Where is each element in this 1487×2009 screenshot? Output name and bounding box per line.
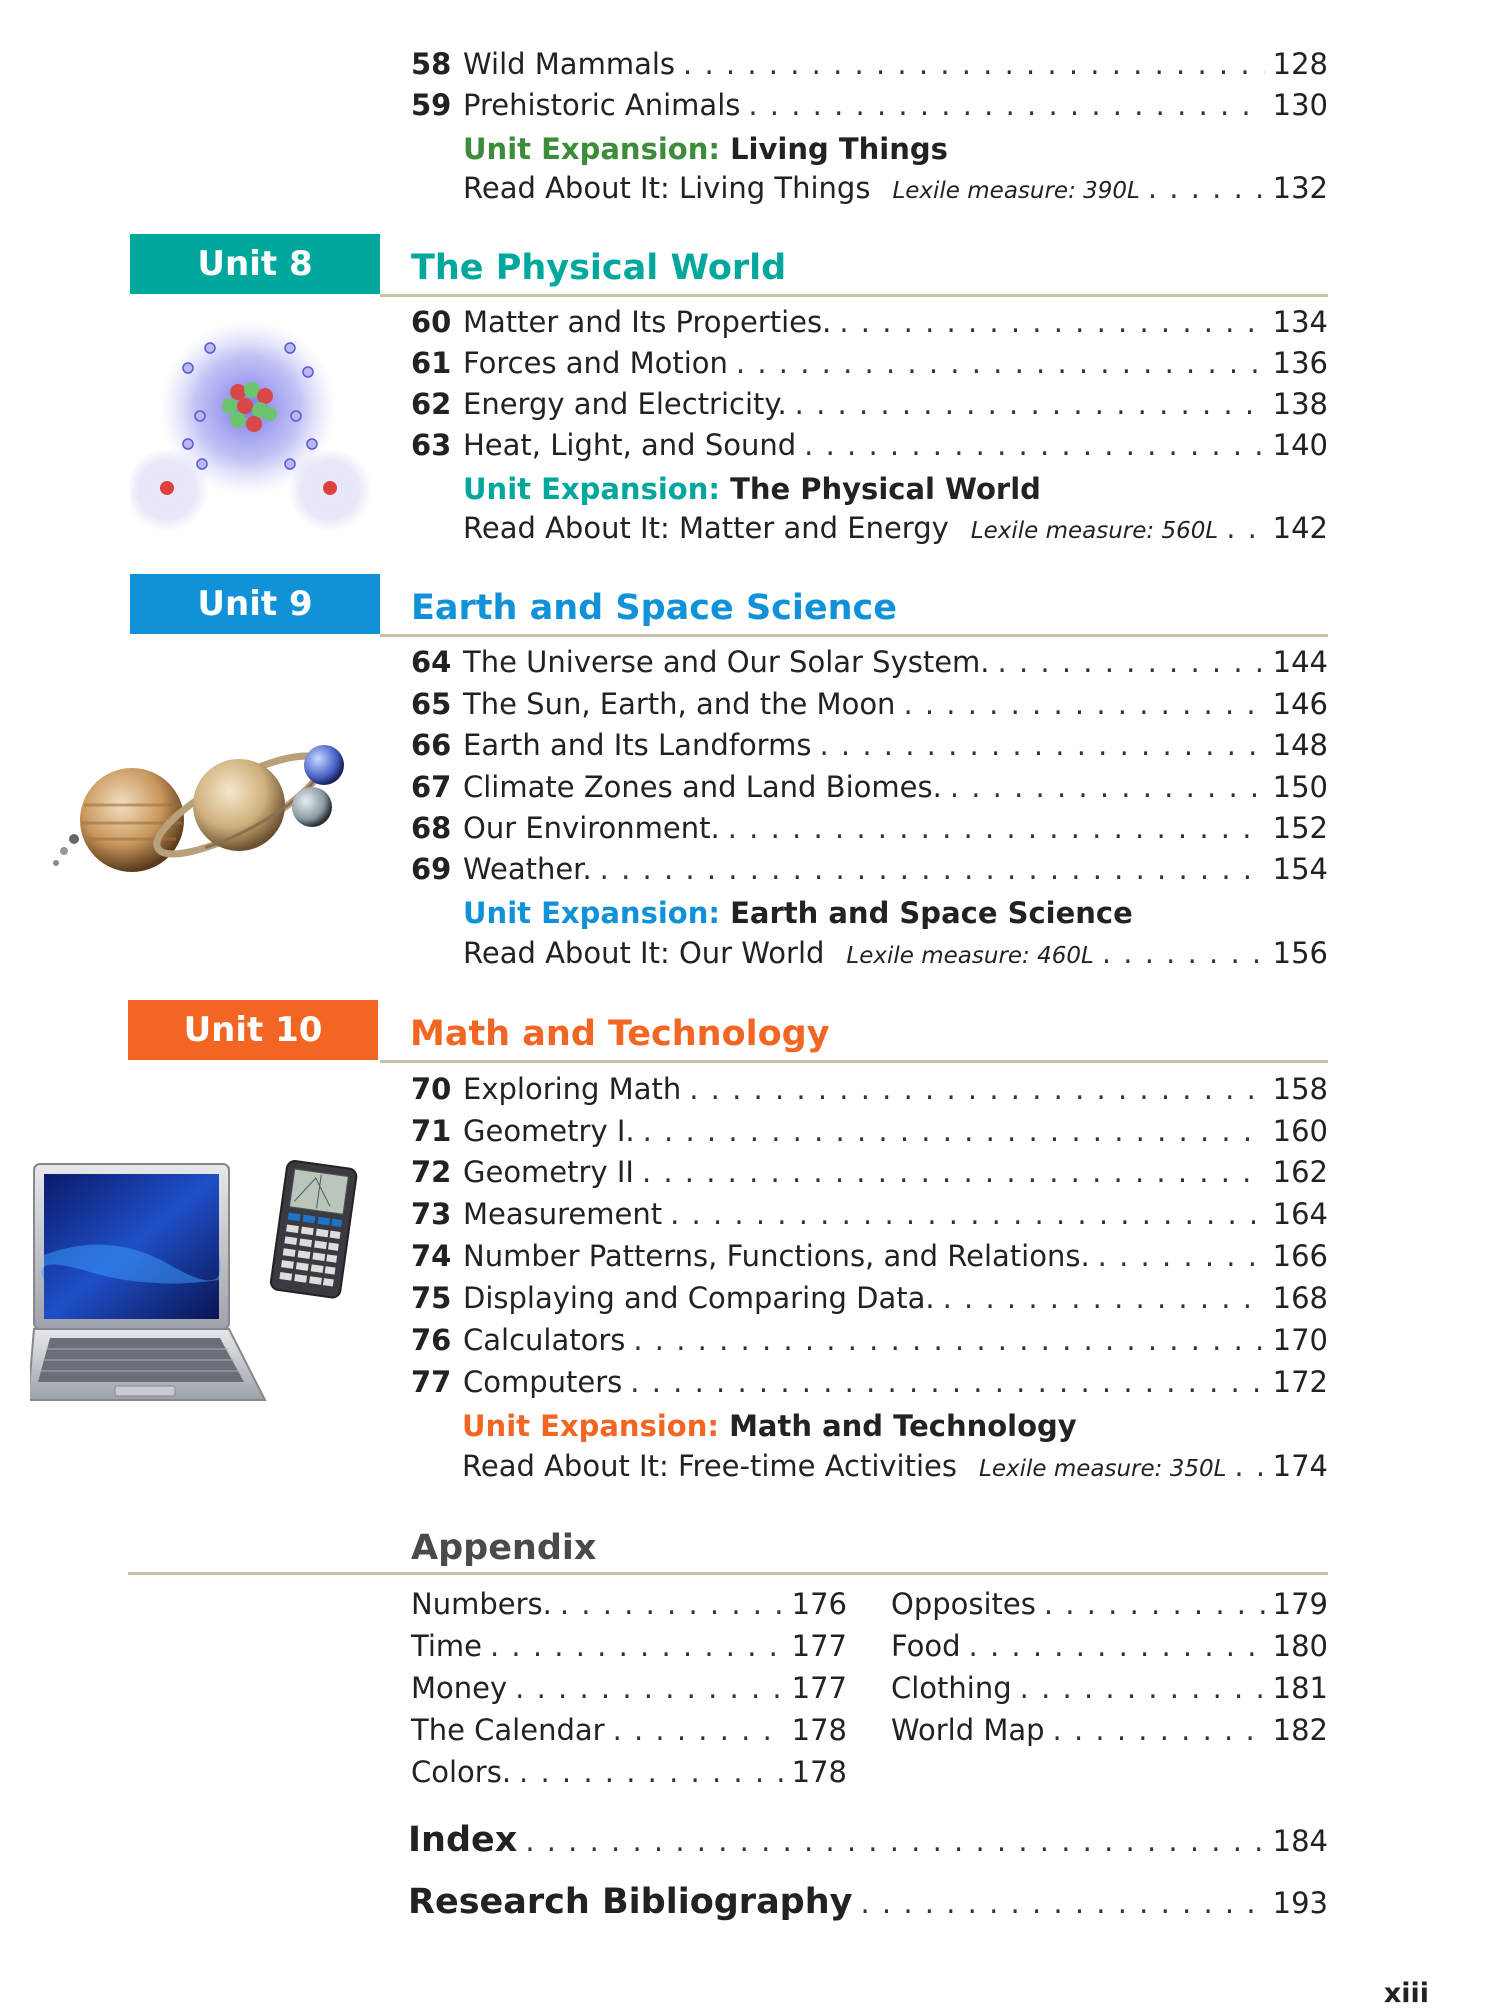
unit-expansion (463, 132, 948, 166)
lesson-number: 60 (411, 305, 452, 339)
lesson-title: Number Patterns, Functions, and Relations. (463, 1239, 1090, 1273)
leader-dots (613, 1716, 784, 1745)
leader-dots (1102, 939, 1265, 968)
appendix-item[interactable] (411, 1755, 847, 1789)
lesson-title: Energy and Electricity. (463, 387, 787, 421)
atom-molecule-icon (130, 320, 390, 535)
page-ref: 138 (1272, 387, 1328, 421)
lesson-title: The Sun, Earth, and the Moon (463, 687, 896, 721)
lesson-number: 73 (411, 1197, 452, 1231)
lesson-title: Matter and Its Properties. (463, 305, 832, 339)
appendix-item[interactable] (891, 1713, 1328, 1747)
unit-expansion-label: Unit Expansion: (463, 896, 720, 930)
page-ref: 176 (791, 1587, 847, 1621)
leader-dots (525, 1824, 1264, 1858)
lexile-measure: Lexile measure: 390L (892, 178, 1140, 204)
leader-dots (670, 1200, 1265, 1229)
lesson-row[interactable] (411, 1323, 1328, 1357)
page-ref: 180 (1272, 1629, 1328, 1663)
leader-dots (490, 1632, 784, 1661)
lesson-number: 59 (411, 88, 452, 122)
lesson-number: 58 (411, 47, 452, 81)
lesson-number: 70 (411, 1072, 452, 1106)
leader-dots (633, 1326, 1264, 1355)
page-ref: 170 (1272, 1323, 1328, 1357)
lesson-number: 64 (411, 645, 452, 679)
lesson-number: 68 (411, 811, 452, 845)
lesson-title: Our Environment. (463, 811, 720, 845)
divider (380, 1060, 1328, 1063)
appendix-item-title: Colors. (411, 1755, 512, 1789)
unit-expansion-label: Unit Expansion: (462, 1409, 719, 1443)
unit-expansion-label: Unit Expansion: (463, 472, 720, 506)
leader-dots (1226, 514, 1264, 543)
lesson-title: Heat, Light, and Sound (463, 428, 797, 462)
leader-dots (600, 855, 1265, 884)
lesson-number: 69 (411, 852, 452, 886)
unit-expansion-name: Math and Technology (729, 1409, 1077, 1443)
lesson-row[interactable] (411, 1072, 1328, 1106)
page-ref: 136 (1272, 346, 1328, 380)
lesson-row[interactable] (411, 770, 1328, 804)
unit-10-tab: Unit 10 (128, 1000, 378, 1060)
lesson-row[interactable] (411, 1114, 1328, 1148)
lesson-number: 75 (411, 1281, 452, 1315)
lesson-title: Exploring Math (463, 1072, 682, 1106)
unit-expansion-name: The Physical World (730, 472, 1041, 506)
lesson-title: Measurement (463, 1197, 663, 1231)
page-ref: 166 (1272, 1239, 1328, 1273)
page-ref: 156 (1272, 936, 1328, 970)
page-ref: 181 (1272, 1671, 1328, 1705)
page-ref: 174 (1272, 1449, 1328, 1483)
appendix-item-title: Money (411, 1671, 508, 1705)
page-ref: 172 (1272, 1365, 1328, 1399)
leader-dots (943, 1284, 1265, 1313)
lesson-row[interactable] (411, 1197, 1328, 1231)
leader-dots (950, 773, 1265, 802)
lesson-title: Climate Zones and Land Biomes. (463, 770, 942, 804)
appendix-item-title: Time (411, 1629, 482, 1663)
lesson-title: Earth and Its Landforms (463, 728, 812, 762)
lesson-title: Computers (463, 1365, 623, 1399)
leader-dots (819, 731, 1264, 760)
appendix-item-title: Clothing (891, 1671, 1012, 1705)
leader-dots (728, 814, 1265, 843)
page-ref: 182 (1272, 1713, 1328, 1747)
leader-dots (998, 648, 1265, 677)
page-ref: 179 (1272, 1587, 1328, 1621)
lesson-row[interactable] (411, 346, 1328, 380)
lesson-row[interactable] (411, 428, 1328, 462)
read-about-row[interactable] (462, 1449, 1328, 1483)
appendix-item[interactable] (411, 1713, 847, 1747)
lesson-row[interactable] (411, 88, 1328, 122)
lesson-title: Geometry II (463, 1155, 634, 1189)
unit-expansion (463, 896, 1133, 930)
appendix-title: Appendix (411, 1528, 597, 1568)
page-ref: 177 (791, 1671, 847, 1705)
appendix-item[interactable] (891, 1629, 1328, 1663)
lesson-title: Wild Mammals (463, 47, 676, 81)
page-ref: 152 (1272, 811, 1328, 845)
unit-expansion (463, 472, 1041, 506)
unit-expansion-name: Living Things (730, 132, 948, 166)
leader-dots (903, 690, 1264, 719)
lesson-row[interactable] (411, 47, 1328, 81)
lesson-number: 65 (411, 687, 452, 721)
appendix-item-title: World Map (891, 1713, 1045, 1747)
lesson-row[interactable] (411, 811, 1328, 845)
unit-8-tab: Unit 8 (130, 234, 380, 294)
appendix-item-title: Numbers. (411, 1587, 552, 1621)
lesson-row[interactable] (411, 852, 1328, 886)
leader-dots (560, 1590, 784, 1619)
leader-dots (736, 349, 1265, 378)
page-ref: 132 (1272, 171, 1328, 205)
appendix-item[interactable] (411, 1587, 847, 1621)
leader-dots (683, 50, 1265, 79)
bibliography-title: Research Bibliography (408, 1882, 853, 1922)
lesson-title: Forces and Motion (463, 346, 728, 380)
page-ref: 193 (1272, 1886, 1328, 1920)
page-ref: 168 (1272, 1281, 1328, 1315)
read-about-title: Read About It: Living Things (463, 171, 871, 205)
leader-dots (643, 1117, 1265, 1146)
read-about-row[interactable] (463, 171, 1328, 205)
lesson-row[interactable] (411, 1155, 1328, 1189)
read-about-title: Read About It: Matter and Energy (463, 511, 949, 545)
divider (128, 1572, 1328, 1575)
leader-dots (689, 1075, 1264, 1104)
unit-10-title: Math and Technology (410, 1014, 830, 1054)
leader-dots (519, 1758, 784, 1787)
page-ref: 148 (1272, 728, 1328, 762)
page-ref: 164 (1272, 1197, 1328, 1231)
lesson-number: 71 (411, 1114, 452, 1148)
appendix-item[interactable] (891, 1587, 1328, 1621)
page-ref: 178 (791, 1755, 847, 1789)
lesson-row[interactable] (411, 387, 1328, 421)
leader-dots (1044, 1590, 1265, 1619)
lesson-number: 62 (411, 387, 452, 421)
page-ref: 140 (1272, 428, 1328, 462)
page-ref: 177 (791, 1629, 847, 1663)
page-ref: 146 (1272, 687, 1328, 721)
appendix-item[interactable] (891, 1671, 1328, 1705)
lesson-title: Prehistoric Animals (463, 88, 741, 122)
leader-dots (1098, 1242, 1265, 1271)
page-ref: 154 (1272, 852, 1328, 886)
appendix-item[interactable] (411, 1629, 847, 1663)
appendix-item[interactable] (411, 1671, 847, 1705)
lesson-number: 63 (411, 428, 452, 462)
leader-dots (515, 1674, 783, 1703)
leader-dots (804, 431, 1265, 460)
unit-9-title: Earth and Space Science (411, 588, 898, 628)
lesson-number: 67 (411, 770, 452, 804)
lesson-title: Calculators (463, 1323, 626, 1357)
read-about-row[interactable] (463, 936, 1328, 970)
unit-expansion-label: Unit Expansion: (463, 132, 720, 166)
lesson-row[interactable] (411, 1365, 1328, 1399)
lesson-title: Geometry I. (463, 1114, 635, 1148)
lesson-title: Displaying and Comparing Data. (463, 1281, 935, 1315)
unit-9-tab: Unit 9 (130, 574, 380, 634)
lesson-row[interactable] (411, 305, 1328, 339)
lesson-row[interactable] (411, 1281, 1328, 1315)
lesson-title: Weather. (463, 852, 592, 886)
read-about-title: Read About It: Our World (463, 936, 825, 970)
bibliography-entry[interactable] (408, 1882, 1328, 1922)
planets-icon (44, 735, 354, 885)
read-about-title: Read About It: Free-time Activities (462, 1449, 957, 1483)
appendix-item-title: Food (891, 1629, 961, 1663)
lesson-row[interactable] (411, 1239, 1328, 1273)
page-ref: 160 (1272, 1114, 1328, 1148)
page-ref: 142 (1272, 511, 1328, 545)
leader-dots (969, 1632, 1265, 1661)
lesson-row[interactable] (411, 645, 1328, 679)
lesson-number: 72 (411, 1155, 452, 1189)
lexile-measure: Lexile measure: 460L (846, 943, 1094, 969)
read-about-row[interactable] (463, 511, 1328, 545)
page-number: xiii (1383, 1978, 1429, 2009)
index-entry[interactable] (408, 1820, 1328, 1860)
unit-expansion (462, 1409, 1077, 1443)
laptop-calculator-icon (30, 1160, 380, 1410)
lesson-title: The Universe and Our Solar System. (463, 645, 990, 679)
unit-8-title: The Physical World (411, 248, 787, 288)
leader-dots (1148, 174, 1265, 203)
appendix-item-title: The Calendar (411, 1713, 605, 1747)
page-ref: 162 (1272, 1155, 1328, 1189)
unit-expansion-name: Earth and Space Science (730, 896, 1133, 930)
leader-dots (839, 308, 1264, 337)
page-ref: 128 (1272, 47, 1328, 81)
lesson-number: 61 (411, 346, 452, 380)
page-ref: 178 (791, 1713, 847, 1747)
page-ref: 158 (1272, 1072, 1328, 1106)
page-ref: 150 (1272, 770, 1328, 804)
lesson-number: 77 (411, 1365, 452, 1399)
lesson-number: 74 (411, 1239, 452, 1273)
leader-dots (748, 91, 1264, 120)
leader-dots (795, 390, 1265, 419)
page-ref: 184 (1272, 1824, 1328, 1858)
appendix-item-title: Opposites (891, 1587, 1036, 1621)
index-title: Index (408, 1820, 518, 1860)
leader-dots (1053, 1716, 1265, 1745)
lesson-number: 76 (411, 1323, 452, 1357)
divider (380, 634, 1328, 637)
page-ref: 144 (1272, 645, 1328, 679)
lexile-measure: Lexile measure: 350L (979, 1456, 1227, 1482)
page-ref: 134 (1272, 305, 1328, 339)
page-ref: 130 (1272, 88, 1328, 122)
leader-dots (860, 1886, 1264, 1920)
leader-dots (1234, 1452, 1264, 1481)
lexile-measure: Lexile measure: 560L (970, 518, 1219, 544)
lesson-number: 66 (411, 728, 452, 762)
leader-dots (630, 1368, 1264, 1397)
leader-dots (1020, 1674, 1265, 1703)
lesson-row[interactable] (411, 687, 1328, 721)
lesson-row[interactable] (411, 728, 1328, 762)
divider (380, 294, 1328, 297)
leader-dots (642, 1158, 1265, 1187)
